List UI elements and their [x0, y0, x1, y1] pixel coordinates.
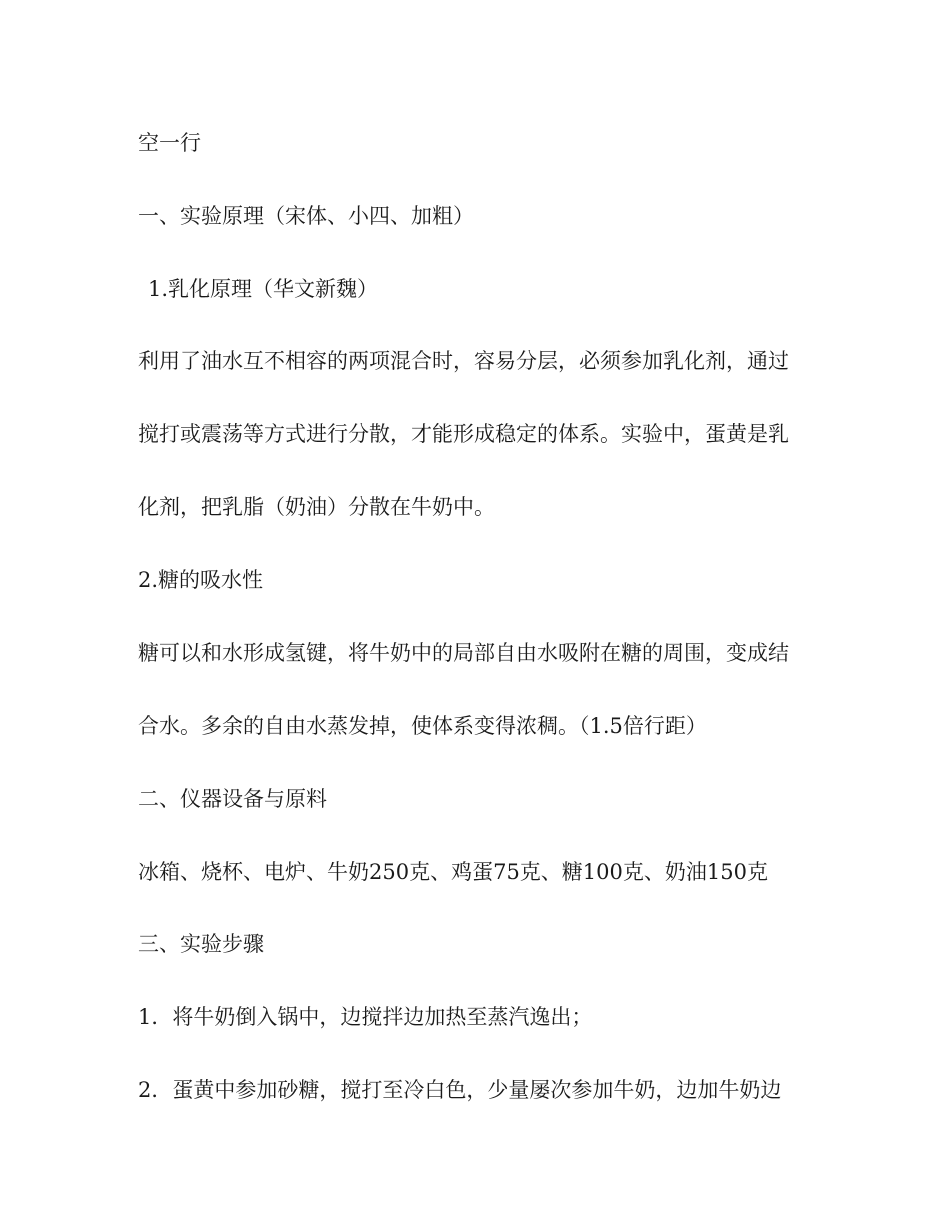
- section-heading-principle: 一、实验原理（宋体、小四、加粗）: [138, 204, 474, 228]
- step-item: 1．将牛奶倒入锅中，边搅拌边加热至蒸汽逸出；: [138, 1005, 593, 1029]
- step-item: 2．蛋黄中参加砂糖，搅打至冷白色，少量屡次参加牛奶，边加牛奶边: [138, 1078, 782, 1102]
- paragraph-line: 糖可以和水形成氢键，将牛奶中的局部自由水吸附在糖的周围，变成结: [138, 641, 789, 665]
- materials-list: 冰箱、烧杯、电炉、牛奶250克、鸡蛋75克、糖100克、奶油150克: [138, 860, 768, 884]
- section-heading-equipment: 二、仪器设备与原料: [138, 787, 327, 811]
- paragraph-line: 搅打或震荡等方式进行分散，才能形成稳定的体系。实验中，蛋黄是乳: [138, 422, 789, 446]
- paragraph-line: 化剂，把乳脂（奶油）分散在牛奶中。: [138, 495, 495, 519]
- spacer-note: 空一行: [138, 131, 201, 155]
- section-heading-steps: 三、实验步骤: [138, 932, 264, 956]
- subheading-sugar-absorption: 2.糖的吸水性: [138, 568, 264, 592]
- subheading-emulsification: 1.乳化原理（华文新魏）: [148, 277, 379, 301]
- paragraph-line: 利用了油水互不相容的两项混合时，容易分层，必须参加乳化剂，通过: [138, 349, 789, 373]
- paragraph-line: 合水。多余的自由水蒸发掉，使体系变得浓稠。（1.5倍行距）: [138, 714, 707, 738]
